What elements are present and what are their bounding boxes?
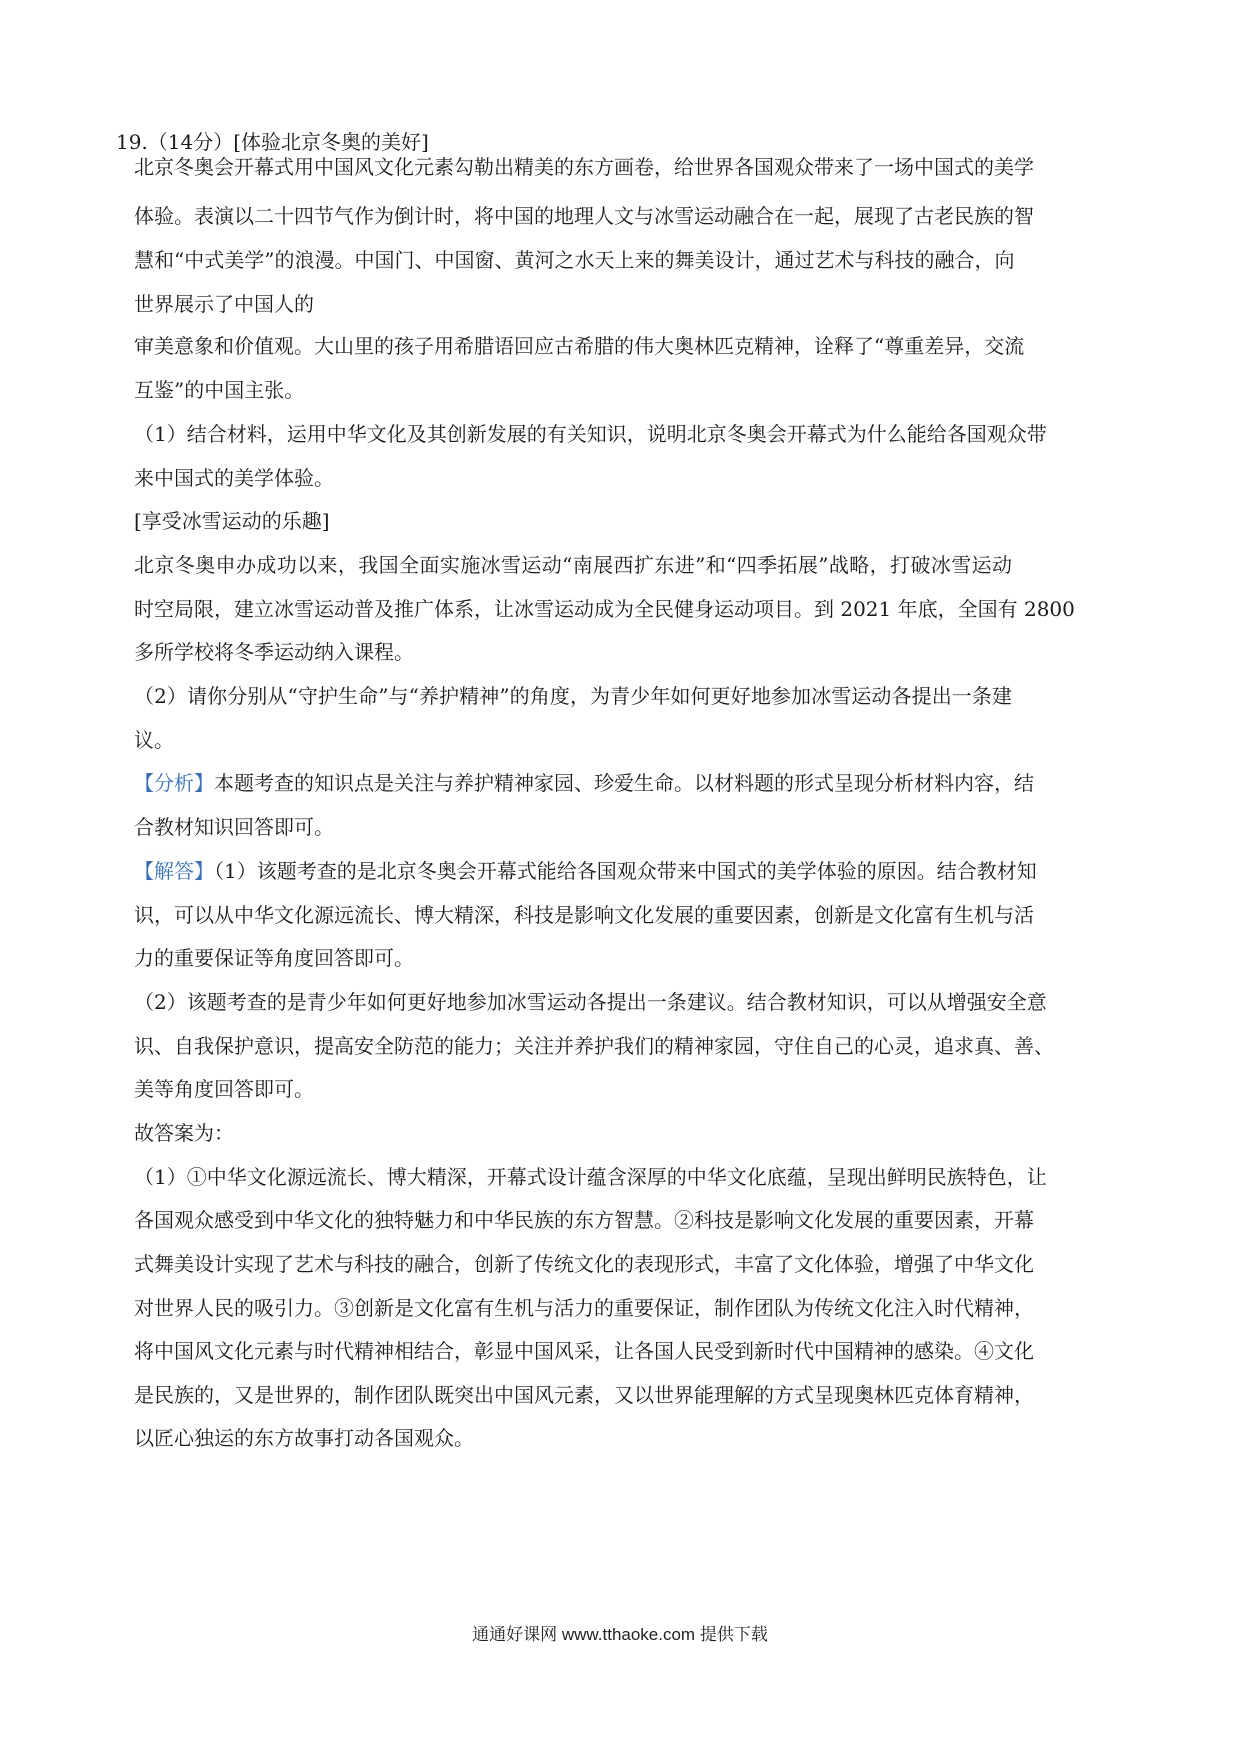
answer-line: 式舞美设计实现了艺术与科技的融合，创新了传统文化的表现形式，丰富了文化体验，增强了中华文化 <box>134 1252 1034 1276</box>
material1-line: 慧和“中式美学”的浪漫。中国门、中国窗、黄河之水天上来的舞美设计，通过艺术与科技的融合，向 <box>134 248 1015 272</box>
footer-watermark: 通通好课网 www.tthaoke.com 提供下载 <box>472 1625 768 1644</box>
answer-line: 将中国风文化元素与时代精神相结合，彰显中国风采，让各国人民受到新时代中国精神的感染。④文化 <box>134 1339 1034 1363</box>
solution-line <box>134 847 1037 896</box>
solution-line: 识，可以从中华文化源远流长、博大精深，科技是影响文化发展的重要因素，创新是文化富有生机与活 <box>134 903 1034 927</box>
question-2-line: （2）请你分别从“守护生命”与“养护精神”的角度，为青少年如何更好地参加冰雪运动各提出一条建 <box>134 684 1012 708</box>
material2-line: 时空局限，建立冰雪运动普及推广体系，让冰雪运动成为全民健身运动项目。到 2021 年底，全国有 2800 <box>134 597 1075 621</box>
material1-line: 北京冬奥会开幕式用中国风文化元素勾勒出精美的东方画卷，给世界各国观众带来了一场中国式的美学 <box>134 155 1034 179</box>
solution-text: （1）该题考查的是北京冬奥会开幕式能给各国观众带来中国式的美学体验的原因。结合教材知 <box>214 859 1037 883</box>
question-1-line: 来中国式的美学体验。 <box>134 466 334 490</box>
analysis-line <box>134 759 1034 808</box>
analysis-line: 合教材知识回答即可。 <box>134 815 334 839</box>
answer-line: 对世界人民的吸引力。③创新是文化富有生机与活力的重要保证，制作团队为传统文化注入时代精神， <box>134 1296 1034 1320</box>
answer-line: 各国观众感受到中华文化的独特魅力和中华民族的东方智慧。②科技是影响文化发展的重要因素，开幕 <box>134 1208 1034 1232</box>
question-header: 19.（14分）[体验北京冬奥的美好] <box>116 130 429 154</box>
material1-line: 世界展示了中国人的 <box>134 292 314 316</box>
answer-line: （1）①中华文化源远流长、博大精深，开幕式设计蕴含深厚的中华文化底蕴，呈现出鲜明民族特色，让 <box>134 1165 1047 1189</box>
analysis-tag: 【分析】 <box>134 771 214 795</box>
answer-line: 以匠心独运的东方故事打动各国观众。 <box>134 1426 474 1450</box>
material2-line: 多所学校将冬季运动纳入课程。 <box>134 640 414 664</box>
material1-line: 互鉴”的中国主张。 <box>134 378 305 402</box>
solution-line: 美等角度回答即可。 <box>134 1077 314 1101</box>
section-title: [享受冰雪运动的乐趣] <box>134 509 330 533</box>
answer-line: 是民族的，又是世界的，制作团队既突出中国风元素，又以世界能理解的方式呈现奥林匹克体育精神， <box>134 1383 1034 1407</box>
material1-line: 审美意象和价值观。大山里的孩子用希腊语回应古希腊的伟大奥林匹克精神，诠释了“尊重差异，交流 <box>134 334 1025 358</box>
answer-intro: 故答案为： <box>134 1121 234 1145</box>
solution-line: 力的重要保证等角度回答即可。 <box>134 946 414 970</box>
analysis-text: 本题考查的知识点是关注与养护精神家园、珍爱生命。以材料题的形式呈现分析材料内容，结 <box>214 771 1034 795</box>
solution-line: （2）该题考查的是青少年如何更好地参加冰雪运动各提出一条建议。结合教材知识，可以从增强安全意 <box>134 990 1047 1014</box>
solution-line: 识、自我保护意识，提高安全防范的能力；关注并养护我们的精神家园，守住自己的心灵，追求真、善、 <box>134 1034 1054 1058</box>
solution-tag: 【解答】 <box>134 859 214 883</box>
material1-line: 体验。表演以二十四节气作为倒计时，将中国的地理人文与冰雪运动融合在一起，展现了古老民族的智 <box>134 204 1034 228</box>
question-1-line: （1）结合材料，运用中华文化及其创新发展的有关知识，说明北京冬奥会开幕式为什么能给各国观众带 <box>134 422 1047 446</box>
material2-line: 北京冬奥申办成功以来，我国全面实施冰雪运动“南展西扩东进”和“四季拓展”战略，打破冰雪运动 <box>134 553 1012 577</box>
question-2-line: 议。 <box>134 728 174 752</box>
